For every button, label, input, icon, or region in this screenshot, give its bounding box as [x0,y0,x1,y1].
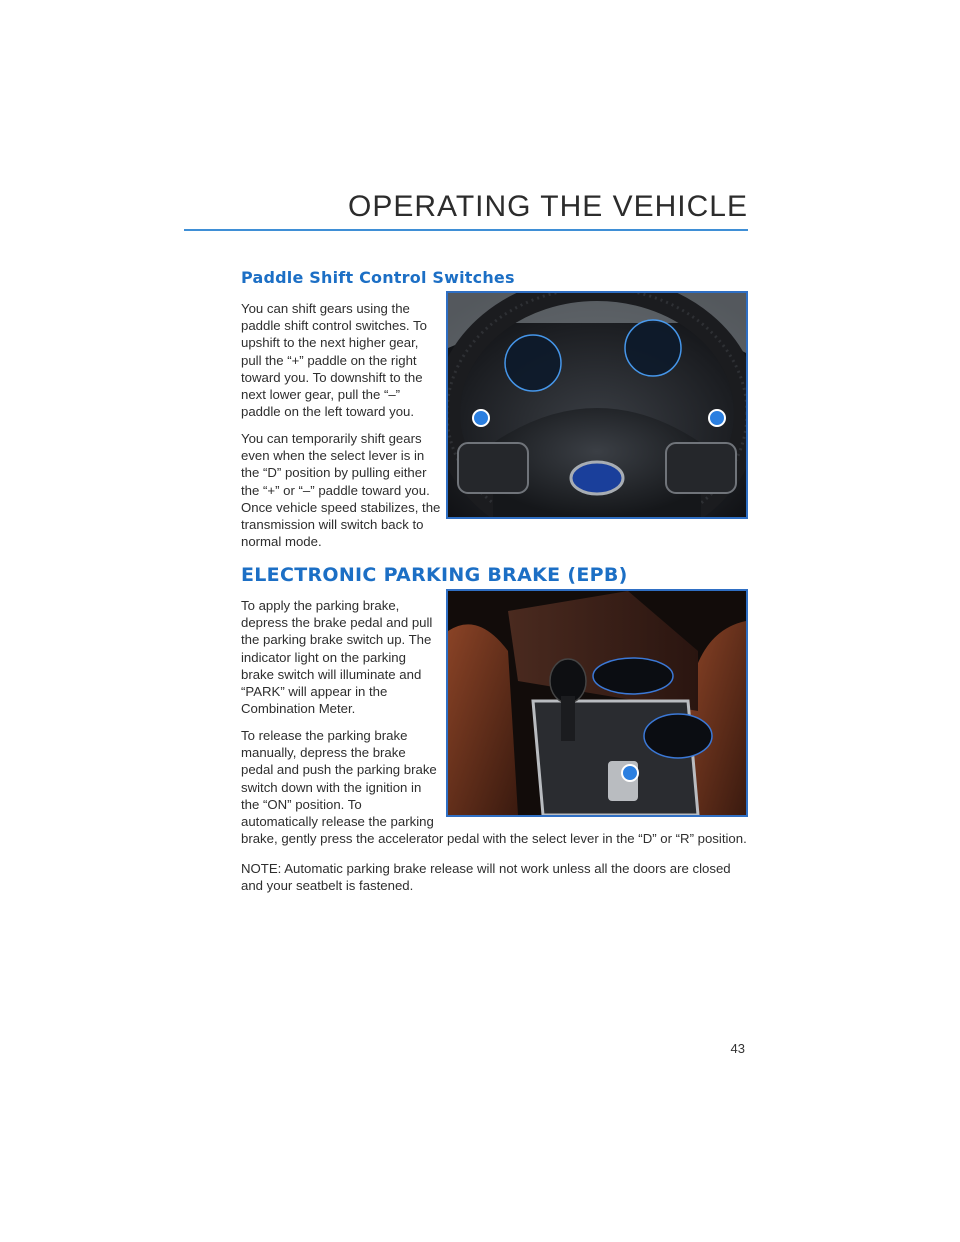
epb-paragraph-2-wide: brake, gently press the accelerator pedal with the select lever in the “D” or “R” position. [241,831,747,846]
page-number: 43 [730,1041,745,1056]
epb-paragraph-2-narrow: To release the parking brake manually, depress the brake pedal and push the parking brake switch down with the ignition in the “ON” position. To automatically release the parking [241,728,437,830]
section-heading-epb: ELECTRONIC PARKING BRAKE (EPB) [241,564,628,586]
page-header-title: OPERATING THE VEHICLE [348,190,748,223]
epb-note: NOTE: Automatic parking brake release will not work unless all the doors are closed and your seatbelt is fastened. [241,861,731,894]
steering-wheel-photo [446,291,748,519]
section-heading-paddle-shift: Paddle Shift Control Switches [241,268,515,287]
header-rule [184,229,748,231]
epb-paragraph-1: To apply the parking brake, depress the brake pedal and pull the parking brake switch up. The indicator light on the parking brake switch will illuminate and “PARK” will appear in the Combination Meter. [241,598,433,717]
paddle-shift-paragraph-2: You can temporarily shift gears even when the select lever is in the “D” position by pulling either the “+” or “–” paddle toward you. Once vehicle speed stabilizes, the transmission will switch back to normal mode. [241,431,441,550]
paddle-shift-paragraph-1: You can shift gears using the paddle shift control switches. To upshift to the next higher gear, pull the “+” paddle on the right toward you. To downshift to the next lower gear, pull the “–” paddle on the left toward you. [241,301,427,420]
center-console-photo [446,589,748,817]
